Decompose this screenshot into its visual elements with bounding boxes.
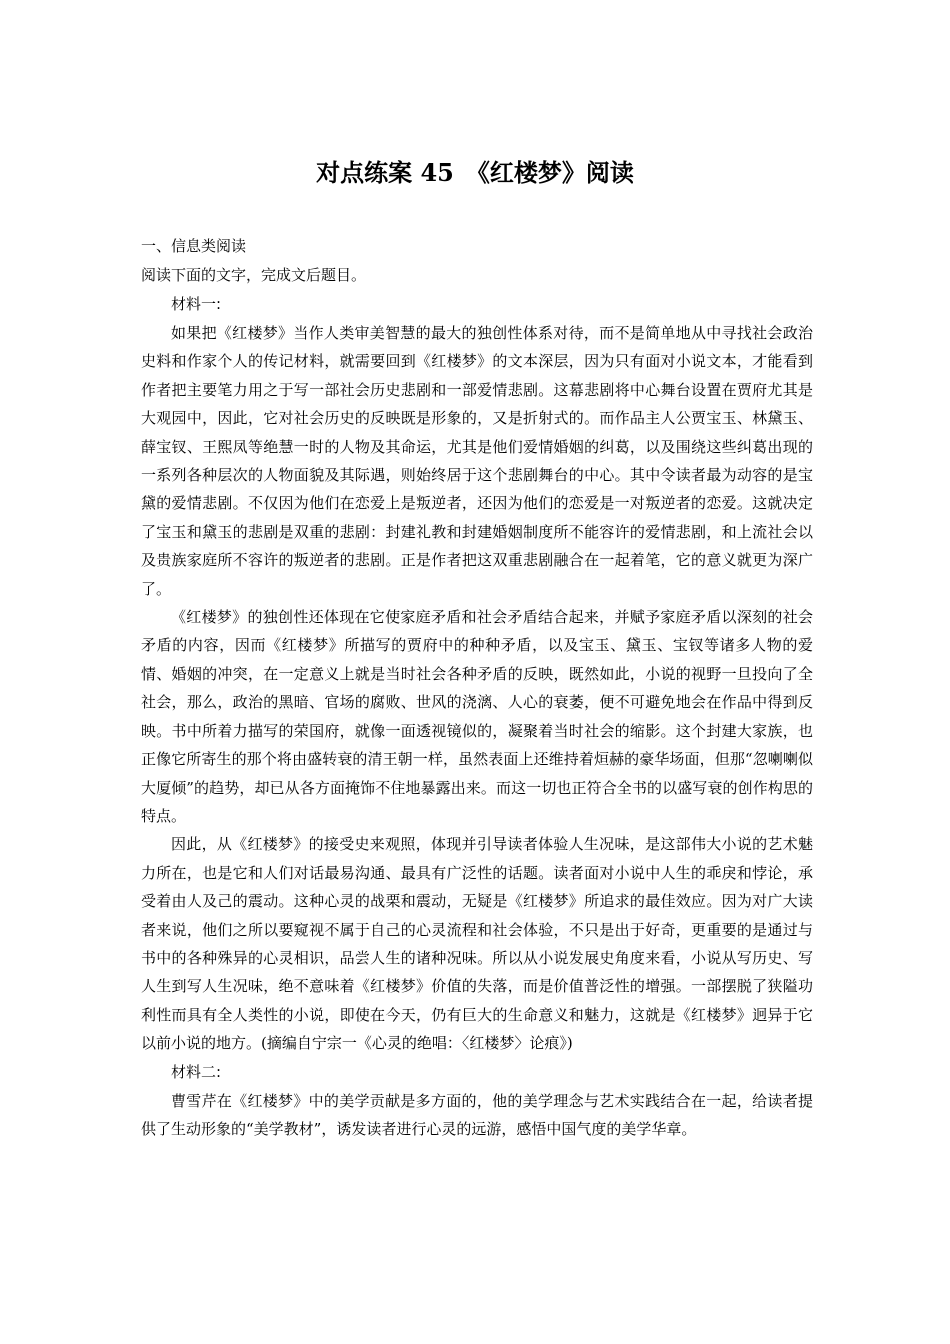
material-1-paragraph-1: 如果把《红楼梦》当作人类审美智慧的最大的独创性体系对待，而不是简单地从中寻找社会政治史料和作家个人的传记材料，就需要回到《红楼梦》的文本深层，因为只有面对小说文本，才能看到作者把主要笔力用之于写一部社会历史悲剧和一部爱情悲剧。这幕悲剧将中心舞台设置在贾府尤其是大观园中，因此，它对社会历史的反映既是形象的，又是折射式的。而作品主人公贾宝玉、林黛玉、薛宝钗、王熙凤等绝慧一时的人物及其命运，尤其是他们爱情婚姻的纠葛，以及围绕这些纠葛出现的一系列各种层次的人物面貌及其际遇，则始终居于这个悲剧舞台的中心。其中令读者最为动容的是宝黛的爱情悲剧。不仅因为他们在恋爱上是叛逆者，还因为他们的恋爱是一对叛逆者的恋爱。这就决定了宝玉和黛玉的悲剧是双重的悲剧：封建礼教和封建婚姻制度所不能容许的爱情悲剧，和上流社会以及贵族家庭所不容许的叛逆者的悲剧。正是作者把这双重悲剧融合在一起着笔，它的意义就更为深广了。 <box>141 324 813 598</box>
document-body <box>141 232 813 1143</box>
material-2-label: 材料二: <box>171 1062 222 1081</box>
material-2-paragraph-1: 曹雪芹在《红楼梦》中的美学贡献是多方面的，他的美学理念与艺术实践结合在一起，给读者提供了生动形象的“美学教材”，诱发读者进行心灵的远游，感悟中国气度的美学华章。 <box>141 1091 813 1138</box>
material-1-label: 材料一: <box>171 295 222 313</box>
material-1-paragraph-3: 因此，从《红楼梦》的接受史来观照，体现并引导读者体验人生况味，是这部伟大小说的艺术魅力所在，也是它和人们对话最易沟通、最具有广泛性的话题。读者面对小说中人生的乖戾和悖论，承受着由人及己的震动。这种心灵的战栗和震动，无疑是《红楼梦》所追求的最佳效应。因为对广大读者来说，他们之所以要窥视不属于自己的心灵流程和社会体验，不只是出于好奇，更重要的是通过与书中的各种殊异的心灵相识，品尝人生的诸种况味。所以从小说发展史角度来看，小说从写历史、写人生到写人生况味，绝不意味着《红楼梦》价值的失落，而是价值普泛性的增强。一部摆脱了狭隘功利性而具有全人类性的小说，即使在今天，仍有巨大的生命意义和魅力，这就是《红楼梦》迥异于它以前小说的地方。(摘编自宁宗一《心灵的绝唱：〈红楼梦〉论痕》) <box>141 835 813 1053</box>
document-title: 对点练案 45 《红楼梦》阅读 <box>316 158 634 187</box>
section-heading: 一、信息类阅读 <box>141 237 247 255</box>
reading-instruction: 阅读下面的文字，完成文后题目。 <box>141 266 367 284</box>
material-1-paragraph-2: 《红楼梦》的独创性还体现在它使家庭矛盾和社会矛盾结合起来，并赋予家庭矛盾以深刻的社会矛盾的内容，因而《红楼梦》所描写的贾府中的种种矛盾，以及宝玉、黛玉、宝钗等诸多人物的爱情、婚姻的冲突，在一定意义上就是当时社会各种矛盾的反映，既然如此，小说的视野一旦投向了全社会，那么，政治的黑暗、官场的腐败、世风的浇漓、人心的衰萎，便不可避免地会在作品中得到反映。书中所着力描写的荣国府，就像一面透视镜似的，凝聚着当时社会的缩影。这个封建大家族，也正像它所寄生的那个将由盛转衰的清王朝一样，虽然表面上还维持着烜赫的豪华场面，但那“忽喇喇似大厦倾”的趋势，却已从各方面掩饰不住地暴露出来。而这一切也正符合全书的以盛写衰的创作构思的特点。 <box>141 608 813 825</box>
